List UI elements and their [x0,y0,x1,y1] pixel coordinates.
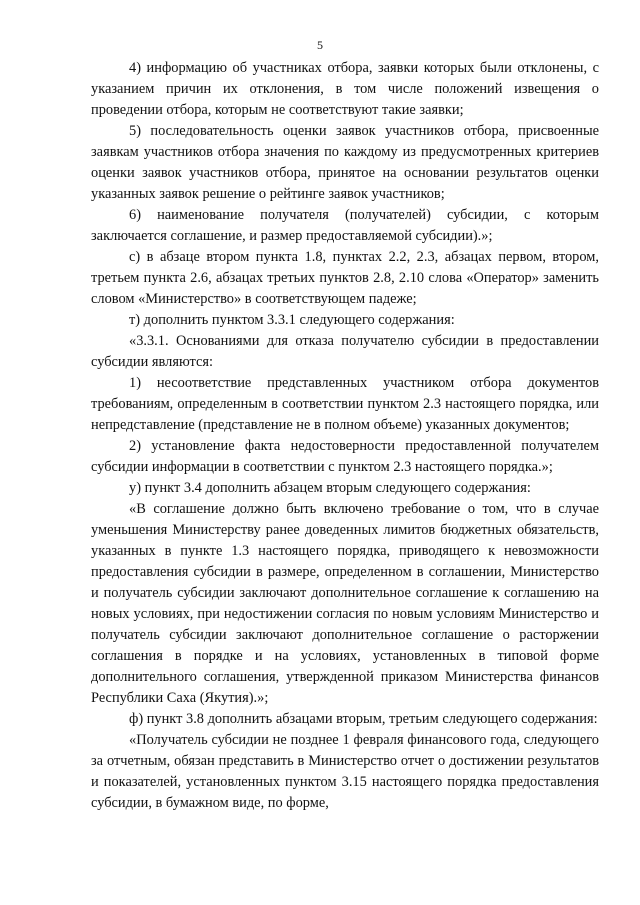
paragraph-clause-item-1: 1) несоответствие представленных участником отбора документов требованиям, определенным в соответствии пунктом 2.3 настоящего порядка, или непредставление (представление не в полном объеме) указанных документов; [91,375,599,433]
paragraph-item-4: 4) информацию об участниках отбора, заявки которых были отклонены, с указанием причин их отклонения, в том числе положений извещения о проведении отбора, которым не соответствуют такие заявки; [91,60,599,118]
paragraph-clause-item-2: 2) установление факта недостоверности предоставленной получателем субсидии информации в соответствии с пунктом 2.3 настоящего порядка.»; [91,438,599,475]
paragraph-item-6: 6) наименование получателя (получателей) субсидии, с которым заключается соглашение, и размер предоставляемой субсидии).»; [91,207,599,244]
paragraph-clause-3-3-1: «3.3.1. Основаниями для отказа получателю субсидии в предоставлении субсидии являются: [91,333,599,370]
paragraph-subsection-t: т) дополнить пунктом 3.3.1 следующего содержания: [129,312,455,328]
paragraph-subsection-f: ф) пункт 3.8 дополнить абзацами вторым, третьим следующего содержания: [129,711,598,727]
paragraph-subsection-s: с) в абзаце втором пункта 1.8, пунктах 2.2, 2.3, абзацах первом, втором, третьем пункта 2.6, абзацах третьих пунктов 2.8, 2.10 слова «Оператор» заменить словом «Министерство» в соответствующем падеже; [91,249,599,307]
document-body [91,58,599,814]
page-number: 5 [317,38,323,52]
paragraph-item-5: 5) последовательность оценки заявок участников отбора, присвоенные заявкам участников отбора значения по каждому из предусмотренных критериев оценки заявок участников отбора, принятое на основании результатов оценки указанных заявок решение о рейтинге заявок участников; [91,123,599,202]
paragraph-subsection-u: у) пункт 3.4 дополнить абзацем вторым следующего содержания: [129,480,531,496]
paragraph-report-obligation: «Получатель субсидии не позднее 1 февраля финансового года, следующего за отчетным, обязан представить в Министерство отчет о достижении результатов и показателей, установленных пунктом 3.15 настоящего порядка предоставления субсидии, в бумажном виде, по форме, [91,732,599,811]
paragraph-agreement-requirement: «В соглашение должно быть включено требование о том, что в случае уменьшения Министерству ранее доведенных лимитов бюджетных обязательств, указанных в пункте 1.3 настоящего порядка, приводящего к невозможности предоставления субсидии в размере, определенном в соглашении, Министерство и получатель субсидии заключают дополнительное соглашение к соглашению на новых условиях, при недостижении согласия по новым условиям Министерство и получатель субсидии заключают дополнительное соглашение о расторжении соглашения в порядке и на условиях, установленных в типовой форме дополнительного соглашения, утвержденной приказом Министерства финансов Республики Саха (Якутия).»; [91,501,599,706]
